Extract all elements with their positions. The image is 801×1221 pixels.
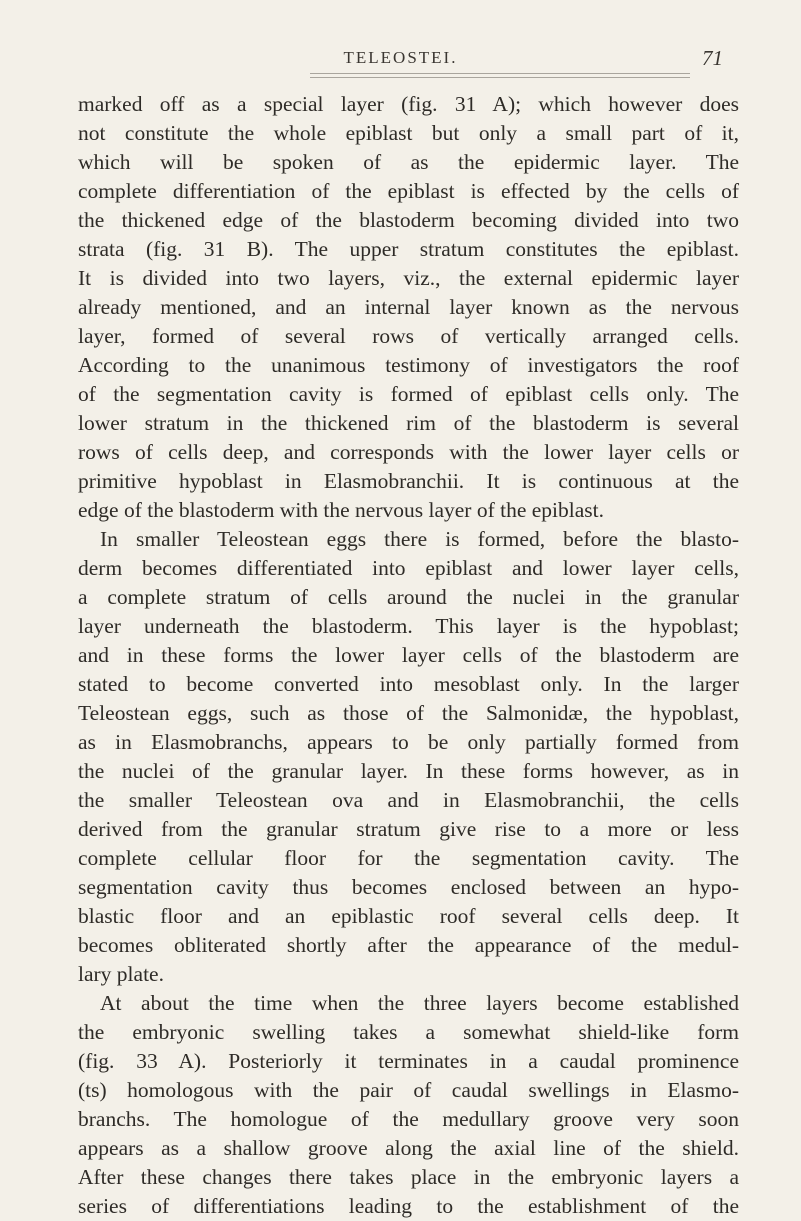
text-line: edge of the blastoderm with the nervous layer of the epiblast. — [78, 498, 604, 522]
text-line: In smaller Teleostean eggs there is formed, before the blasto- — [100, 527, 739, 551]
text-line: layer underneath the blastoderm. This layer is the hypoblast; — [78, 614, 739, 638]
text-line: the thickened edge of the blastoderm becoming divided into two — [78, 208, 739, 232]
text-line: which will be spoken of as the epidermic layer. The — [78, 150, 739, 174]
text-line: derived from the granular stratum give rise to a more or less — [78, 817, 739, 841]
text-line: a complete stratum of cells around the nuclei in the granular — [78, 585, 739, 609]
text-line: and in these forms the lower layer cells of the blastoderm are — [78, 643, 739, 667]
text-line: the smaller Teleostean ova and in Elasmobranchii, the cells — [78, 788, 739, 812]
text-line: At about the time when the three layers become established — [100, 991, 739, 1015]
text-line: stated to become converted into mesoblast only. In the larger — [78, 672, 739, 696]
text-line: not constitute the whole epiblast but only a small part of it, — [78, 121, 739, 145]
header-rule-upper — [310, 73, 690, 74]
text-line: appears as a shallow groove along the axial line of the shield. — [78, 1136, 739, 1160]
page-number: 71 — [702, 46, 723, 70]
text-line: branchs. The homologue of the medullary groove very soon — [78, 1107, 739, 1131]
text-line: rows of cells deep, and corresponds with the lower layer cells or — [78, 440, 739, 464]
text-line: After these changes there takes place in the embryonic layers a — [78, 1165, 739, 1189]
text-line: series of differentiations leading to the establishment of the — [78, 1194, 739, 1218]
text-line: According to the unanimous testimony of investigators the roof — [78, 353, 739, 377]
text-line: marked off as a special layer (fig. 31 A); which however does — [78, 92, 739, 116]
text-line: layer, formed of several rows of vertically arranged cells. — [78, 324, 739, 348]
text-line: complete differentiation of the epiblast is effected by the cells of — [78, 179, 739, 203]
text-line: the nuclei of the granular layer. In these forms however, as in — [78, 759, 739, 783]
text-line: already mentioned, and an internal layer known as the nervous — [78, 295, 739, 319]
text-line: segmentation cavity thus becomes enclosed between an hypo- — [78, 875, 739, 899]
text-line: derm becomes differentiated into epiblast and lower layer cells, — [78, 556, 739, 580]
text-line: (ts) homologous with the pair of caudal swellings in Elasmo- — [78, 1078, 739, 1102]
text-line: as in Elasmobranchs, appears to be only partially formed from — [78, 730, 739, 754]
text-line: strata (fig. 31 B). The upper stratum constitutes the epiblast. — [78, 237, 739, 261]
running-title: TELEOSTEI. — [343, 48, 458, 67]
text-line: (fig. 33 A). Posteriorly it terminates in a caudal prominence — [78, 1049, 739, 1073]
text-line: the embryonic swelling takes a somewhat shield-like form — [78, 1020, 739, 1044]
text-line: lower stratum in the thickened rim of the blastoderm is several — [78, 411, 739, 435]
text-line: blastic floor and an epiblastic roof several cells deep. It — [78, 904, 739, 928]
text-line: of the segmentation cavity is formed of epiblast cells only. The — [78, 382, 739, 406]
text-line: complete cellular floor for the segmentation cavity. The — [78, 846, 739, 870]
text-line: primitive hypoblast in Elasmobranchii. It is continuous at the — [78, 469, 739, 493]
body-text — [78, 90, 739, 1221]
header-rule-lower — [310, 77, 690, 78]
text-line: lary plate. — [78, 962, 164, 986]
text-line: becomes obliterated shortly after the appearance of the medul- — [78, 933, 739, 957]
text-line: Teleostean eggs, such as those of the Salmonidæ, the hypoblast, — [78, 701, 739, 725]
text-line: It is divided into two layers, viz., the external epidermic layer — [78, 266, 739, 290]
